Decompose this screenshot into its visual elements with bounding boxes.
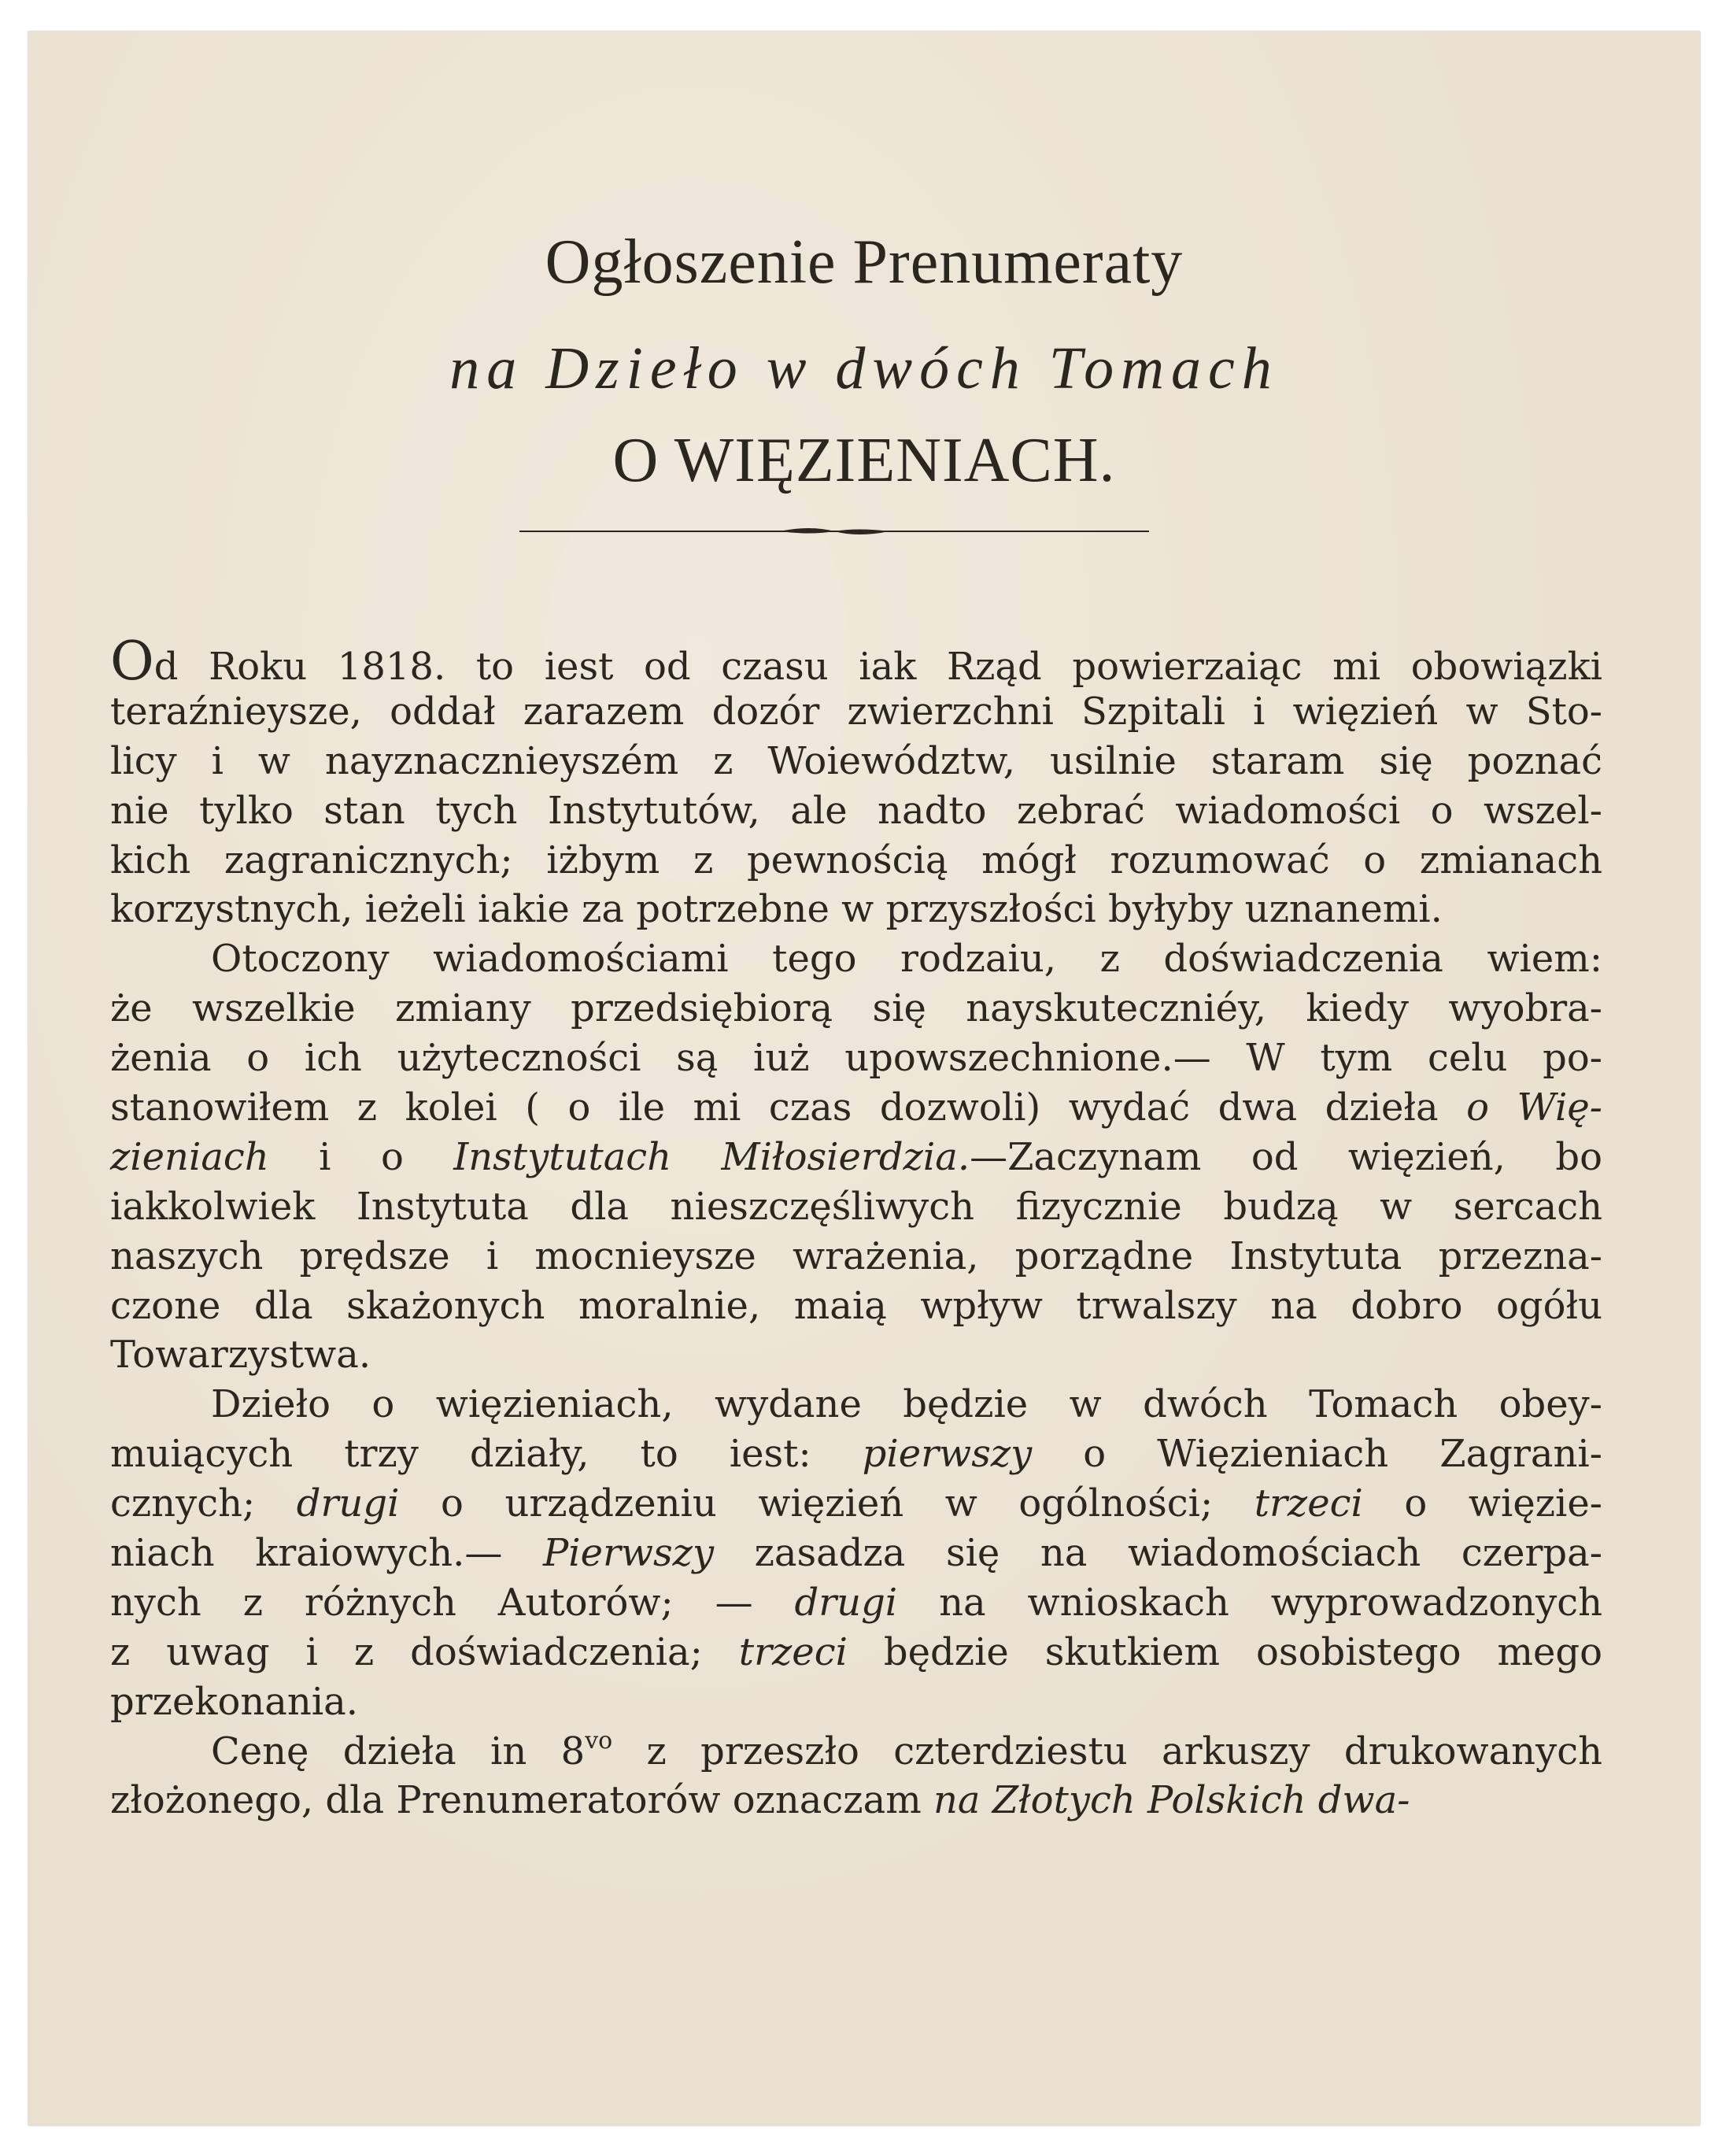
drop-capital: O	[110, 631, 154, 693]
text-run: zasadza się na wiadomościach czerpa-	[714, 1531, 1602, 1576]
text-line	[110, 687, 1602, 737]
text-run: o więzie-	[1362, 1481, 1602, 1526]
text-run: będzie skutkiem osobistego mego	[847, 1629, 1603, 1674]
text-run: d Roku 1818. to iest od czasu iak Rząd powierzaiąc mi obowiązki	[153, 645, 1602, 689]
text-run: iakkolwiek Instytuta dla nieszczęśliwych fizycznie budzą w sercach	[110, 1184, 1602, 1229]
text-run: o urządzeniu więzień w ogólności;	[399, 1481, 1254, 1526]
ornamental-rule	[519, 523, 1149, 539]
text-line	[110, 934, 1602, 984]
text-run: czone dla skażonych moralnie, maią wpływ trwalszy na dobro ogółu	[110, 1283, 1602, 1328]
text-line	[110, 885, 1602, 934]
text-run: o Więzieniach Zagrani-	[1032, 1432, 1602, 1477]
text-line	[110, 1429, 1602, 1479]
text-run: że wszelkie zmiany przedsiębiorą się nayskuteczniéy, kiedy wyobra-	[110, 986, 1602, 1031]
title-line-3: O WIĘZIENIACH.	[612, 426, 1116, 495]
text-run: —Zaczynam od więzień, bo	[970, 1134, 1602, 1179]
text-line	[110, 1776, 1602, 1825]
text-line	[110, 786, 1602, 836]
text-run: korzystnych, ieżeli iakie za potrzebne w przyszłości byłyby uznanemi.	[110, 887, 1443, 932]
document-page	[28, 31, 1700, 2125]
text-run: Towarzystwa.	[110, 1333, 371, 1378]
italic-text: Pierwszy	[542, 1531, 715, 1576]
italic-text: o Wię-	[1466, 1085, 1602, 1130]
text-line	[110, 1281, 1602, 1331]
text-run: nie tylko stan tych Instytutów, ale nadto zebrać wiadomości o wszel-	[110, 788, 1602, 833]
text-run: stanowiłem z kolei ( o ile mi czas dozwoli) wydać dwa dzieła	[110, 1085, 1467, 1130]
text-line	[110, 1529, 1602, 1578]
italic-text: pierwszy	[862, 1432, 1033, 1477]
text-run: muiących trzy działy, to iest:	[110, 1432, 863, 1477]
text-line	[110, 984, 1602, 1034]
text-line	[110, 1083, 1602, 1133]
text-run: z przeszło czterdziestu arkuszy drukowanych	[612, 1729, 1603, 1773]
title-line-2: na Dzieło w dwóch Tomach	[449, 335, 1279, 401]
italic-text: na Złotych Polskich dwa-	[933, 1778, 1410, 1823]
text-line	[110, 1628, 1602, 1677]
text-line	[110, 1479, 1602, 1529]
text-run: cznych;	[110, 1481, 297, 1526]
text-run: przekonania.	[110, 1679, 359, 1724]
text-line	[110, 1578, 1602, 1628]
italic-text: trzeci	[738, 1629, 848, 1674]
text-run: nych z różnych Autorów; —	[110, 1580, 795, 1625]
text-line	[110, 1133, 1602, 1182]
text-line	[110, 1034, 1602, 1083]
text-run: złożonego, dla Prenumeratorów oznaczam	[110, 1778, 933, 1823]
italic-text: drugi	[296, 1481, 400, 1526]
body-text	[110, 631, 1603, 1825]
text-line	[110, 631, 1602, 693]
text-line	[110, 1677, 1602, 1727]
text-run: Dzieło o więzieniach, wydane będzie w dwóch Tomach obey-	[211, 1382, 1602, 1427]
superscript-text: vo	[585, 1726, 613, 1755]
italic-text: zieniach	[110, 1134, 269, 1179]
text-line	[110, 1330, 1602, 1380]
text-line	[110, 1380, 1602, 1429]
italic-text: Instytutach Miłosierdzia.	[453, 1134, 970, 1179]
text-run: Otoczony wiadomościami tego rodzaiu, z doświadczenia wiem:	[211, 937, 1602, 982]
italic-text: drugi	[794, 1580, 898, 1625]
text-run: teraźnieysze, oddał zarazem dozór zwierzchni Szpitali i więzień w Sto-	[110, 689, 1602, 734]
text-run: i o	[268, 1134, 454, 1179]
text-line	[110, 1232, 1602, 1281]
text-run: kich zagranicznych; iżbym z pewnością mógł rozumować o zmianach	[110, 838, 1602, 882]
text-run: niach kraiowych.—	[110, 1531, 543, 1576]
text-run: Cenę dzieła in 8	[211, 1729, 586, 1773]
text-line	[110, 1727, 1602, 1777]
title-line-1: Ogłoszenie Prenumeraty	[545, 227, 1184, 297]
text-line	[110, 836, 1602, 886]
text-line	[110, 737, 1602, 786]
text-run: naszych prędsze i mocnieysze wrażenia, porządne Instytuta przezna-	[110, 1233, 1602, 1278]
text-run: żenia o ich użyteczności są iuż upowszechnione.— W tym celu po-	[110, 1036, 1602, 1081]
text-run: na wnioskach wyprowadzonych	[897, 1580, 1603, 1625]
text-run: z uwag i z doświadczenia;	[110, 1629, 739, 1674]
text-line	[110, 1182, 1602, 1232]
text-run: licy i w nayznacznieyszém z Woiewództw, usilnie staram się poznać	[110, 738, 1602, 783]
italic-text: trzeci	[1254, 1481, 1363, 1526]
